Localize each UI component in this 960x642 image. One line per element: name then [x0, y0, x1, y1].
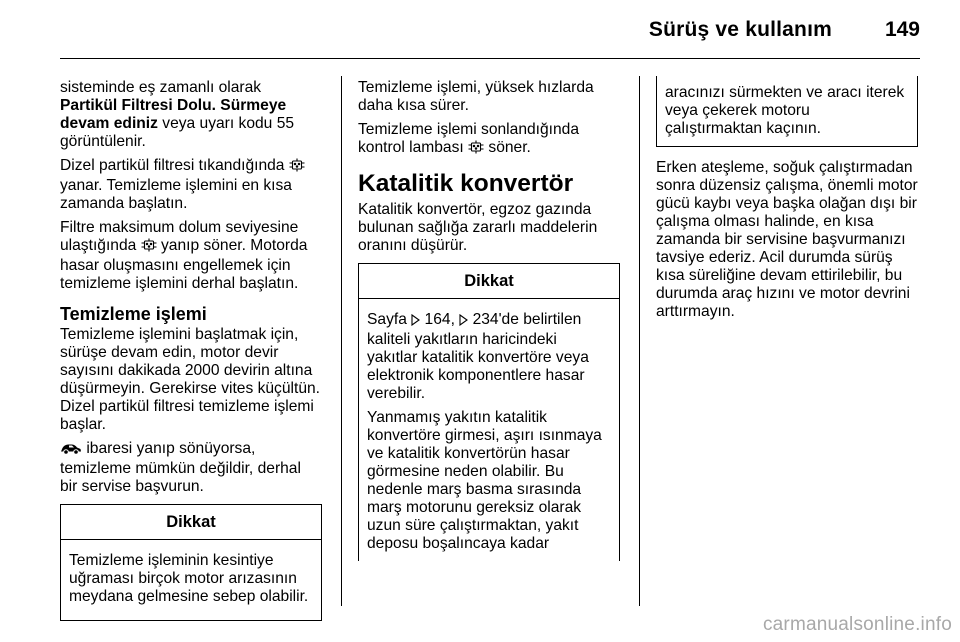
paragraph: Filtre maksimum dolum seviyesine ulaştığında yanıp söner. Motorda hasar oluşmasını engellemek için temizleme işlemini derhal başlatın.: [60, 219, 308, 292]
paragraph: ibaresi yanıp sönüyorsa, temizleme mümkün değildir, derhal bir servise başvurun.: [60, 440, 301, 495]
paragraph: Temizleme işlemini başlatmak için, sürüşe devam edin, motor devir sayısını dakikada 2000 devirin altına düşürmeyin. Gerekirse vites küçültün. Dizel partikül filtresi temizleme işlemi başlar.: [60, 326, 320, 433]
notice-box: [358, 263, 620, 561]
page-number: 149: [884, 18, 920, 41]
watermark: carmanualsonline.info: [762, 614, 952, 635]
column-divider-2: [639, 76, 640, 606]
notice-box-continued: [656, 76, 918, 147]
notice-box: [60, 504, 322, 621]
page-reference-arrow-icon: [411, 313, 420, 331]
notice-text: Sayfa 164, 234'de belirtilen kaliteli yakıtların haricindeki yakıtlar katalitik konvertöre veya elektronik komponentlere hasar verebilir.: [367, 311, 589, 402]
service-vehicle-icon: [60, 442, 82, 460]
diesel-particulate-filter-icon: [141, 238, 157, 257]
paragraph: Katalitik konvertör, egzoz gazında bulunan sağlığa zararlı maddelerin oranını düşürür.: [358, 201, 598, 254]
paragraph: Temizleme işlemi, yüksek hızlarda daha kısa sürer.: [358, 79, 594, 114]
page-reference-arrow-icon: [459, 313, 468, 331]
column-divider-1: [341, 76, 342, 606]
column-1: [60, 79, 322, 627]
column-3: [656, 79, 918, 327]
paragraph: sisteminde eş zamanlı olarak Partikül Filtresi Dolu. Sürmeye devam ediniz veya uyarı kodu 55 görüntülenir.: [60, 79, 295, 150]
notice-title: Dikkat: [61, 505, 321, 540]
column-2: [358, 79, 620, 561]
notice-text: Yanmamış yakıtın katalitik konvertöre girmesi, aşırı ısınmaya ve katalitik konvertörün hasar görmesine neden olabilir. Bu nedenle marş basma sırasında marş motorunu gereksiz olarak uzun süre çalıştırmaktan, yakıt deposu boşalıncaya kadar: [367, 409, 602, 552]
notice-title: Dikkat: [359, 264, 619, 299]
paragraph: Erken ateşleme, soğuk çalıştırmadan sonra düzensiz çalışma, önemli motor gücü kaybı veya başka olağan dışı bir çalışma olması halinde, en kısa zamanda bir servisine başvurmanızı tavsiye ederiz. Acil durumda sürüş kısa süreliğine devam ettirilebilir, bu durumda araç hızını ve motor devrini arttırmayın.: [656, 159, 918, 320]
paragraph: Dizel partikül filtresi tıkandığında yanar. Temizleme işlemini en kısa zamanda başlatın.: [60, 157, 322, 213]
notice-text: aracınızı sürmekten ve aracı iterek veya çekerek motoru çalıştırmaktan kaçının.: [665, 84, 905, 137]
section-heading: Katalitik konvertör: [358, 170, 574, 197]
section-heading: Temizleme işlemi: [60, 304, 207, 324]
display-message: Partikül Filtresi Dolu. Sürmeye devam ediniz: [60, 97, 287, 132]
header-title: Sürüş ve kullanım: [648, 18, 832, 41]
diesel-particulate-filter-icon: [468, 140, 484, 159]
header-rule: [60, 58, 920, 59]
diesel-particulate-filter-icon: [289, 158, 305, 177]
paragraph: Temizleme işlemi sonlandığında kontrol lambası söner.: [358, 121, 620, 159]
notice-text: Temizleme işleminin kesintiye uğraması birçok motor arızasının meydana gelmesine sebep olabilir.: [69, 552, 309, 605]
